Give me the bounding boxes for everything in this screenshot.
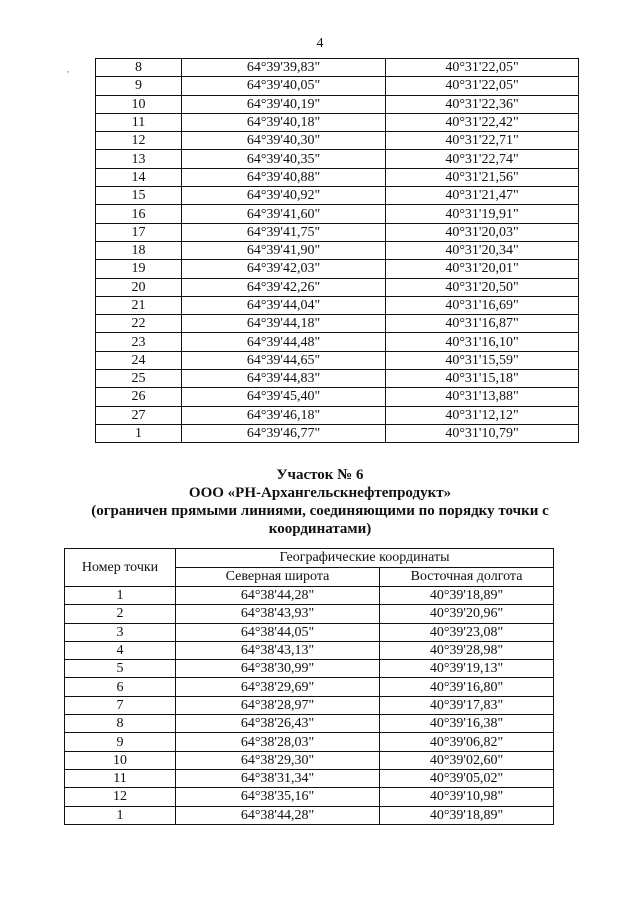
table-row — [96, 113, 579, 131]
table-row — [65, 788, 554, 806]
company-name: ООО «РН-Архангельскнефтепродукт» — [188, 485, 452, 501]
table-row — [96, 424, 579, 442]
latitude-cell: 64°39'42,26" — [182, 278, 386, 296]
header-point-number: Номер точки — [65, 549, 176, 587]
longitude-cell: 40°31'15,59" — [386, 351, 579, 369]
point-number-cell: 12 — [96, 132, 182, 150]
table-row — [65, 806, 554, 824]
latitude-cell: 64°38'44,28" — [176, 806, 380, 824]
table-row — [96, 59, 579, 77]
table-row — [96, 370, 579, 388]
point-number-cell: 1 — [96, 424, 182, 442]
point-number-cell: 3 — [65, 623, 176, 641]
point-number-cell: 22 — [96, 315, 182, 333]
table-row — [96, 132, 579, 150]
page-number: 4 — [316, 36, 324, 51]
point-number-cell: 21 — [96, 296, 182, 314]
table-row — [96, 77, 579, 95]
latitude-cell: 64°38'29,69" — [176, 678, 380, 696]
table-row — [65, 678, 554, 696]
latitude-cell: 64°39'44,83" — [182, 370, 386, 388]
point-number-cell: 15 — [96, 187, 182, 205]
latitude-cell: 64°38'29,30" — [176, 751, 380, 769]
table-row — [96, 278, 579, 296]
table-row — [65, 623, 554, 641]
longitude-cell: 40°31'22,74" — [386, 150, 579, 168]
point-number-cell: 14 — [96, 168, 182, 186]
latitude-cell: 64°38'44,05" — [176, 623, 380, 641]
point-number-cell: 12 — [65, 788, 176, 806]
longitude-cell: 40°31'20,03" — [386, 223, 579, 241]
latitude-cell: 64°39'46,18" — [182, 406, 386, 424]
latitude-cell: 64°38'43,93" — [176, 605, 380, 623]
section-6-table-body — [65, 587, 554, 825]
longitude-cell: 40°39'16,38" — [380, 715, 554, 733]
table-row — [65, 751, 554, 769]
latitude-cell: 64°39'39,83" — [182, 59, 386, 77]
longitude-cell: 40°39'10,98" — [380, 788, 554, 806]
latitude-cell: 64°38'28,97" — [176, 696, 380, 714]
table-row — [65, 605, 554, 623]
longitude-cell: 40°31'16,87" — [386, 315, 579, 333]
table-row — [65, 587, 554, 605]
point-number-cell: 24 — [96, 351, 182, 369]
latitude-cell: 64°39'41,75" — [182, 223, 386, 241]
point-number-cell: 16 — [96, 205, 182, 223]
header-longitude: Восточная долгота — [380, 568, 554, 587]
longitude-cell: 40°39'20,96" — [380, 605, 554, 623]
longitude-cell: 40°31'22,71" — [386, 132, 579, 150]
latitude-cell: 64°39'40,88" — [182, 168, 386, 186]
coordinates-table-continued — [95, 58, 579, 443]
latitude-cell: 64°39'40,92" — [182, 187, 386, 205]
latitude-cell: 64°39'40,05" — [182, 77, 386, 95]
point-number-cell: 9 — [65, 733, 176, 751]
latitude-cell: 64°39'40,18" — [182, 113, 386, 131]
latitude-cell: 64°38'26,43" — [176, 715, 380, 733]
latitude-cell: 64°39'44,48" — [182, 333, 386, 351]
longitude-cell: 40°31'16,69" — [386, 296, 579, 314]
point-number-cell: 1 — [65, 587, 176, 605]
point-number-cell: 20 — [96, 278, 182, 296]
table-row — [96, 296, 579, 314]
longitude-cell: 40°31'10,79" — [386, 424, 579, 442]
coordinates-table-body — [96, 59, 579, 443]
latitude-cell: 64°38'31,34" — [176, 769, 380, 787]
table-row — [96, 315, 579, 333]
point-number-cell: 11 — [96, 113, 182, 131]
longitude-cell: 40°39'05,02" — [380, 769, 554, 787]
table-row — [96, 95, 579, 113]
table-row — [65, 696, 554, 714]
longitude-cell: 40°31'21,47" — [386, 187, 579, 205]
longitude-cell: 40°39'18,89" — [380, 587, 554, 605]
point-number-cell: 23 — [96, 333, 182, 351]
longitude-cell: 40°31'20,50" — [386, 278, 579, 296]
table-row — [96, 187, 579, 205]
point-number-cell: 2 — [65, 605, 176, 623]
latitude-cell: 64°39'40,19" — [182, 95, 386, 113]
longitude-cell: 40°31'22,05" — [386, 59, 579, 77]
table-row — [96, 406, 579, 424]
latitude-cell: 64°38'35,16" — [176, 788, 380, 806]
point-number-cell: 4 — [65, 641, 176, 659]
point-number-cell: 25 — [96, 370, 182, 388]
point-number-cell: 7 — [65, 696, 176, 714]
latitude-cell: 64°38'30,99" — [176, 660, 380, 678]
longitude-cell: 40°31'16,10" — [386, 333, 579, 351]
table-row — [96, 223, 579, 241]
header-latitude: Северная широта — [176, 568, 380, 587]
longitude-cell: 40°39'16,80" — [380, 678, 554, 696]
table-row — [96, 205, 579, 223]
table-row — [96, 388, 579, 406]
point-number-cell: 11 — [65, 769, 176, 787]
latitude-cell: 64°39'41,60" — [182, 205, 386, 223]
latitude-cell: 64°39'44,04" — [182, 296, 386, 314]
longitude-cell: 40°31'22,42" — [386, 113, 579, 131]
point-number-cell: 8 — [96, 59, 182, 77]
point-number-cell: 5 — [65, 660, 176, 678]
table-row — [96, 351, 579, 369]
latitude-cell: 64°38'44,28" — [176, 587, 380, 605]
longitude-cell: 40°39'17,83" — [380, 696, 554, 714]
longitude-cell: 40°31'21,56" — [386, 168, 579, 186]
point-number-cell: 10 — [96, 95, 182, 113]
table-row — [96, 150, 579, 168]
scan-mark: ˙ — [66, 68, 70, 82]
section-note-line-2: координатами) — [268, 521, 372, 537]
point-number-cell: 26 — [96, 388, 182, 406]
point-number-cell: 9 — [96, 77, 182, 95]
longitude-cell: 40°31'20,01" — [386, 260, 579, 278]
section-title: Участок № 6 — [276, 467, 364, 483]
latitude-cell: 64°39'42,03" — [182, 260, 386, 278]
latitude-cell: 64°38'43,13" — [176, 641, 380, 659]
header-geo-coordinates: Географические координаты — [176, 549, 554, 568]
latitude-cell: 64°39'41,90" — [182, 241, 386, 259]
longitude-cell: 40°31'22,05" — [386, 77, 579, 95]
table-row — [96, 241, 579, 259]
longitude-cell: 40°39'06,82" — [380, 733, 554, 751]
longitude-cell: 40°39'02,60" — [380, 751, 554, 769]
table-row — [65, 641, 554, 659]
latitude-cell: 64°39'40,35" — [182, 150, 386, 168]
table-row — [65, 715, 554, 733]
point-number-cell: 27 — [96, 406, 182, 424]
latitude-cell: 64°39'45,40" — [182, 388, 386, 406]
table-row — [65, 660, 554, 678]
section-6-coordinates-table — [64, 548, 554, 825]
longitude-cell: 40°39'28,98" — [380, 641, 554, 659]
section-note-line-1: (ограничен прямыми линиями, соединяющими по порядку точки с — [91, 503, 549, 519]
latitude-cell: 64°39'44,65" — [182, 351, 386, 369]
longitude-cell: 40°39'19,13" — [380, 660, 554, 678]
point-number-cell: 17 — [96, 223, 182, 241]
point-number-cell: 1 — [65, 806, 176, 824]
latitude-cell: 64°39'40,30" — [182, 132, 386, 150]
longitude-cell: 40°31'15,18" — [386, 370, 579, 388]
table-row — [65, 769, 554, 787]
longitude-cell: 40°31'19,91" — [386, 205, 579, 223]
longitude-cell: 40°31'20,34" — [386, 241, 579, 259]
table-row — [96, 260, 579, 278]
table-row — [65, 733, 554, 751]
table-row — [96, 333, 579, 351]
point-number-cell: 13 — [96, 150, 182, 168]
latitude-cell: 64°39'44,18" — [182, 315, 386, 333]
longitude-cell: 40°39'18,89" — [380, 806, 554, 824]
latitude-cell: 64°39'46,77" — [182, 424, 386, 442]
longitude-cell: 40°31'13,88" — [386, 388, 579, 406]
latitude-cell: 64°38'28,03" — [176, 733, 380, 751]
longitude-cell: 40°39'23,08" — [380, 623, 554, 641]
longitude-cell: 40°31'12,12" — [386, 406, 579, 424]
point-number-cell: 19 — [96, 260, 182, 278]
point-number-cell: 8 — [65, 715, 176, 733]
longitude-cell: 40°31'22,36" — [386, 95, 579, 113]
table-row — [96, 168, 579, 186]
point-number-cell: 18 — [96, 241, 182, 259]
point-number-cell: 10 — [65, 751, 176, 769]
point-number-cell: 6 — [65, 678, 176, 696]
